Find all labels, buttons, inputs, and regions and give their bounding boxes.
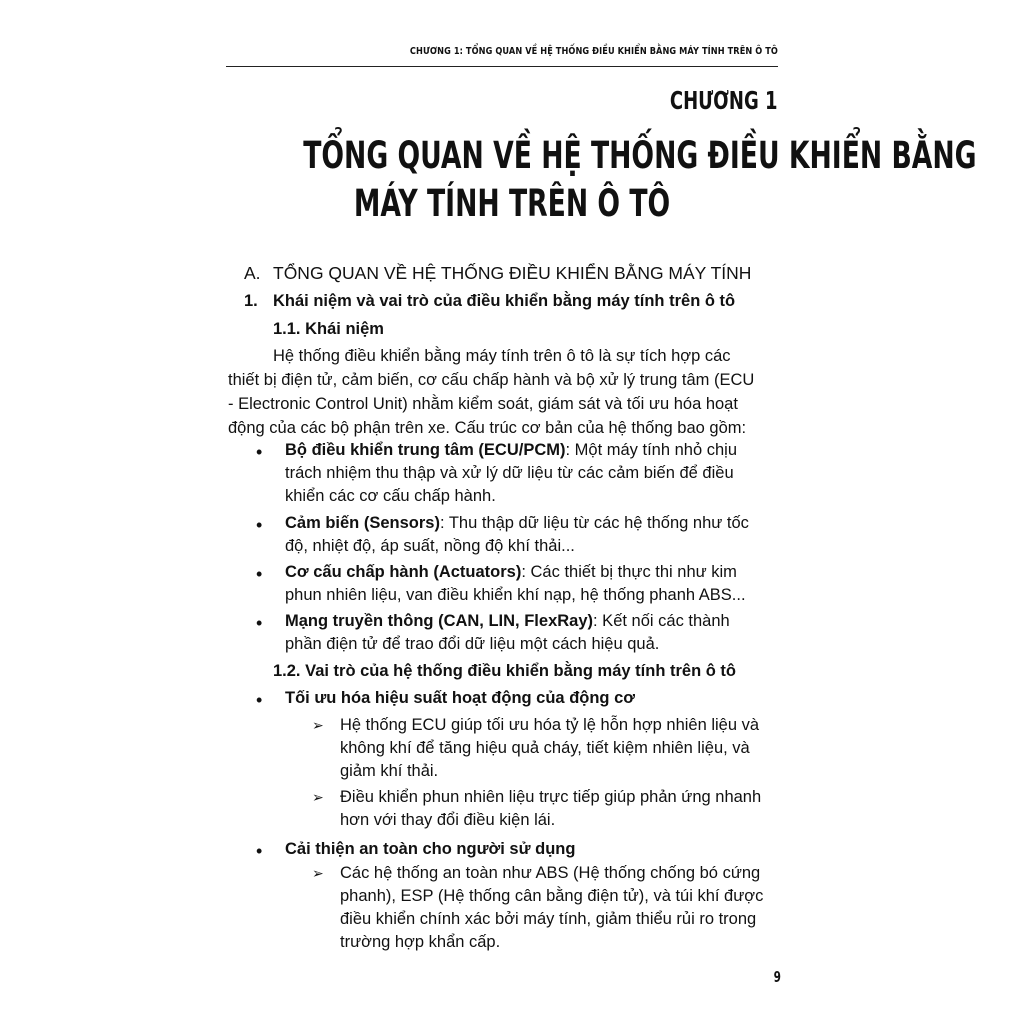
role-point: Điều khiển phun nhiên liệu trực tiếp giúp phản ứng nhanh	[340, 788, 762, 806]
bullet-dot: •	[256, 841, 263, 861]
role-point: Hệ thống ECU giúp tối ưu hóa tỷ lệ hỗn hợp nhiên liệu và	[340, 716, 760, 734]
arrow-bullet-icon: ➢	[312, 865, 324, 881]
section-1-heading: Khái niệm và vai trò của điều khiển bằng máy tính trên ô tô	[273, 292, 736, 310]
bullet-dot: •	[256, 613, 263, 633]
bullet-term: Cảm biến (Sensors)	[285, 514, 440, 532]
chapter-title-line-2: MÁY TÍNH TRÊN Ô TÔ	[353, 182, 671, 225]
bullet-cont: độ, nhiệt độ, áp suất, nồng độ khí thải...	[285, 537, 575, 555]
bullet-cont: khiển các cơ cấu chấp hành.	[285, 487, 496, 505]
subsection-1-1-heading: 1.1. Khái niệm	[273, 320, 384, 338]
bullet-item	[285, 439, 737, 461]
bullet-cont: phun nhiên liệu, van điều khiển khí nạp, hệ thống phanh ABS...	[285, 586, 746, 604]
section-a-marker: A.	[244, 263, 261, 283]
role-point: giảm khí thải.	[340, 762, 439, 780]
role-point: điều khiển chính xác bởi máy tính, giảm thiểu rủi ro trong	[340, 910, 757, 928]
bullet-text: : Kết nối các thành	[593, 612, 730, 630]
bullet-dot: •	[256, 690, 263, 710]
bullet-text: : Một máy tính nhỏ chịu	[565, 441, 738, 459]
bullet-cont: trách nhiệm thu thập và xử lý dữ liệu từ các cảm biến để điều	[285, 464, 734, 482]
chapter-title-line-1: TỔNG QUAN VỀ HỆ THỐNG ĐIỀU KHIỂN BẰNG	[303, 134, 977, 177]
role-heading: Cải thiện an toàn cho người sử dụng	[285, 840, 576, 858]
bullet-dot: •	[256, 515, 263, 535]
bullet-dot: •	[256, 564, 263, 584]
section-a-heading: TỔNG QUAN VỀ HỆ THỐNG ĐIỀU KHIỂN BẰNG MÁY TÍNH	[273, 263, 752, 283]
arrow-bullet-icon: ➢	[312, 789, 324, 805]
role-point: Các hệ thống an toàn như ABS (Hệ thống chống bó cứng	[340, 864, 761, 882]
bullet-term: Cơ cấu chấp hành (Actuators)	[285, 563, 522, 581]
bullet-dot: •	[256, 442, 263, 462]
subsection-1-2-heading: 1.2. Vai trò của hệ thống điều khiển bằng máy tính trên ô tô	[273, 662, 736, 680]
role-heading: Tối ưu hóa hiệu suất hoạt động của động cơ	[285, 689, 636, 707]
header-divider	[226, 66, 778, 67]
bullet-cont: phần điện tử để trao đổi dữ liệu một cách hiệu quả.	[285, 635, 660, 653]
bullet-item	[285, 512, 749, 534]
intro-line: - Electronic Control Unit) nhằm kiểm soát, giám sát và tối ưu hóa hoạt	[228, 395, 738, 413]
arrow-bullet-icon: ➢	[312, 717, 324, 733]
section-1-marker: 1.	[244, 292, 258, 310]
running-header: CHƯƠNG 1: TỔNG QUAN VỀ HỆ THỐNG ĐIỀU KHIỂN BẰNG MÁY TÍNH TRÊN Ô TÔ	[409, 46, 778, 57]
role-point: không khí để tăng hiệu quả cháy, tiết kiệm nhiên liệu, và	[340, 739, 750, 757]
role-point: trường hợp khẩn cấp.	[340, 933, 501, 951]
bullet-term: Bộ điều khiển trung tâm (ECU/PCM)	[285, 441, 566, 459]
role-point: hơn với thay đổi điều kiện lái.	[340, 811, 556, 829]
chapter-title	[222, 132, 977, 228]
page-number: 9	[773, 968, 781, 986]
role-point: phanh), ESP (Hệ thống cân bằng điện tử), và túi khí được	[340, 887, 764, 905]
intro-line: động của các bộ phận trên xe. Cấu trúc cơ bản của hệ thống bao gồm:	[228, 419, 747, 437]
bullet-item	[285, 610, 730, 632]
intro-line: Hệ thống điều khiển bằng máy tính trên ô tô là sự tích hợp các	[273, 347, 731, 365]
chapter-label: CHƯƠNG 1	[670, 86, 778, 115]
bullet-text: : Thu thập dữ liệu từ các hệ thống như tốc	[439, 514, 749, 532]
bullet-term: Mạng truyền thông (CAN, LIN, FlexRay)	[285, 612, 594, 630]
intro-line: thiết bị điện tử, cảm biến, cơ cấu chấp hành và bộ xử lý trung tâm (ECU	[228, 371, 755, 389]
bullet-text: : Các thiết bị thực thi như kim	[521, 563, 737, 581]
bullet-item	[285, 561, 737, 583]
